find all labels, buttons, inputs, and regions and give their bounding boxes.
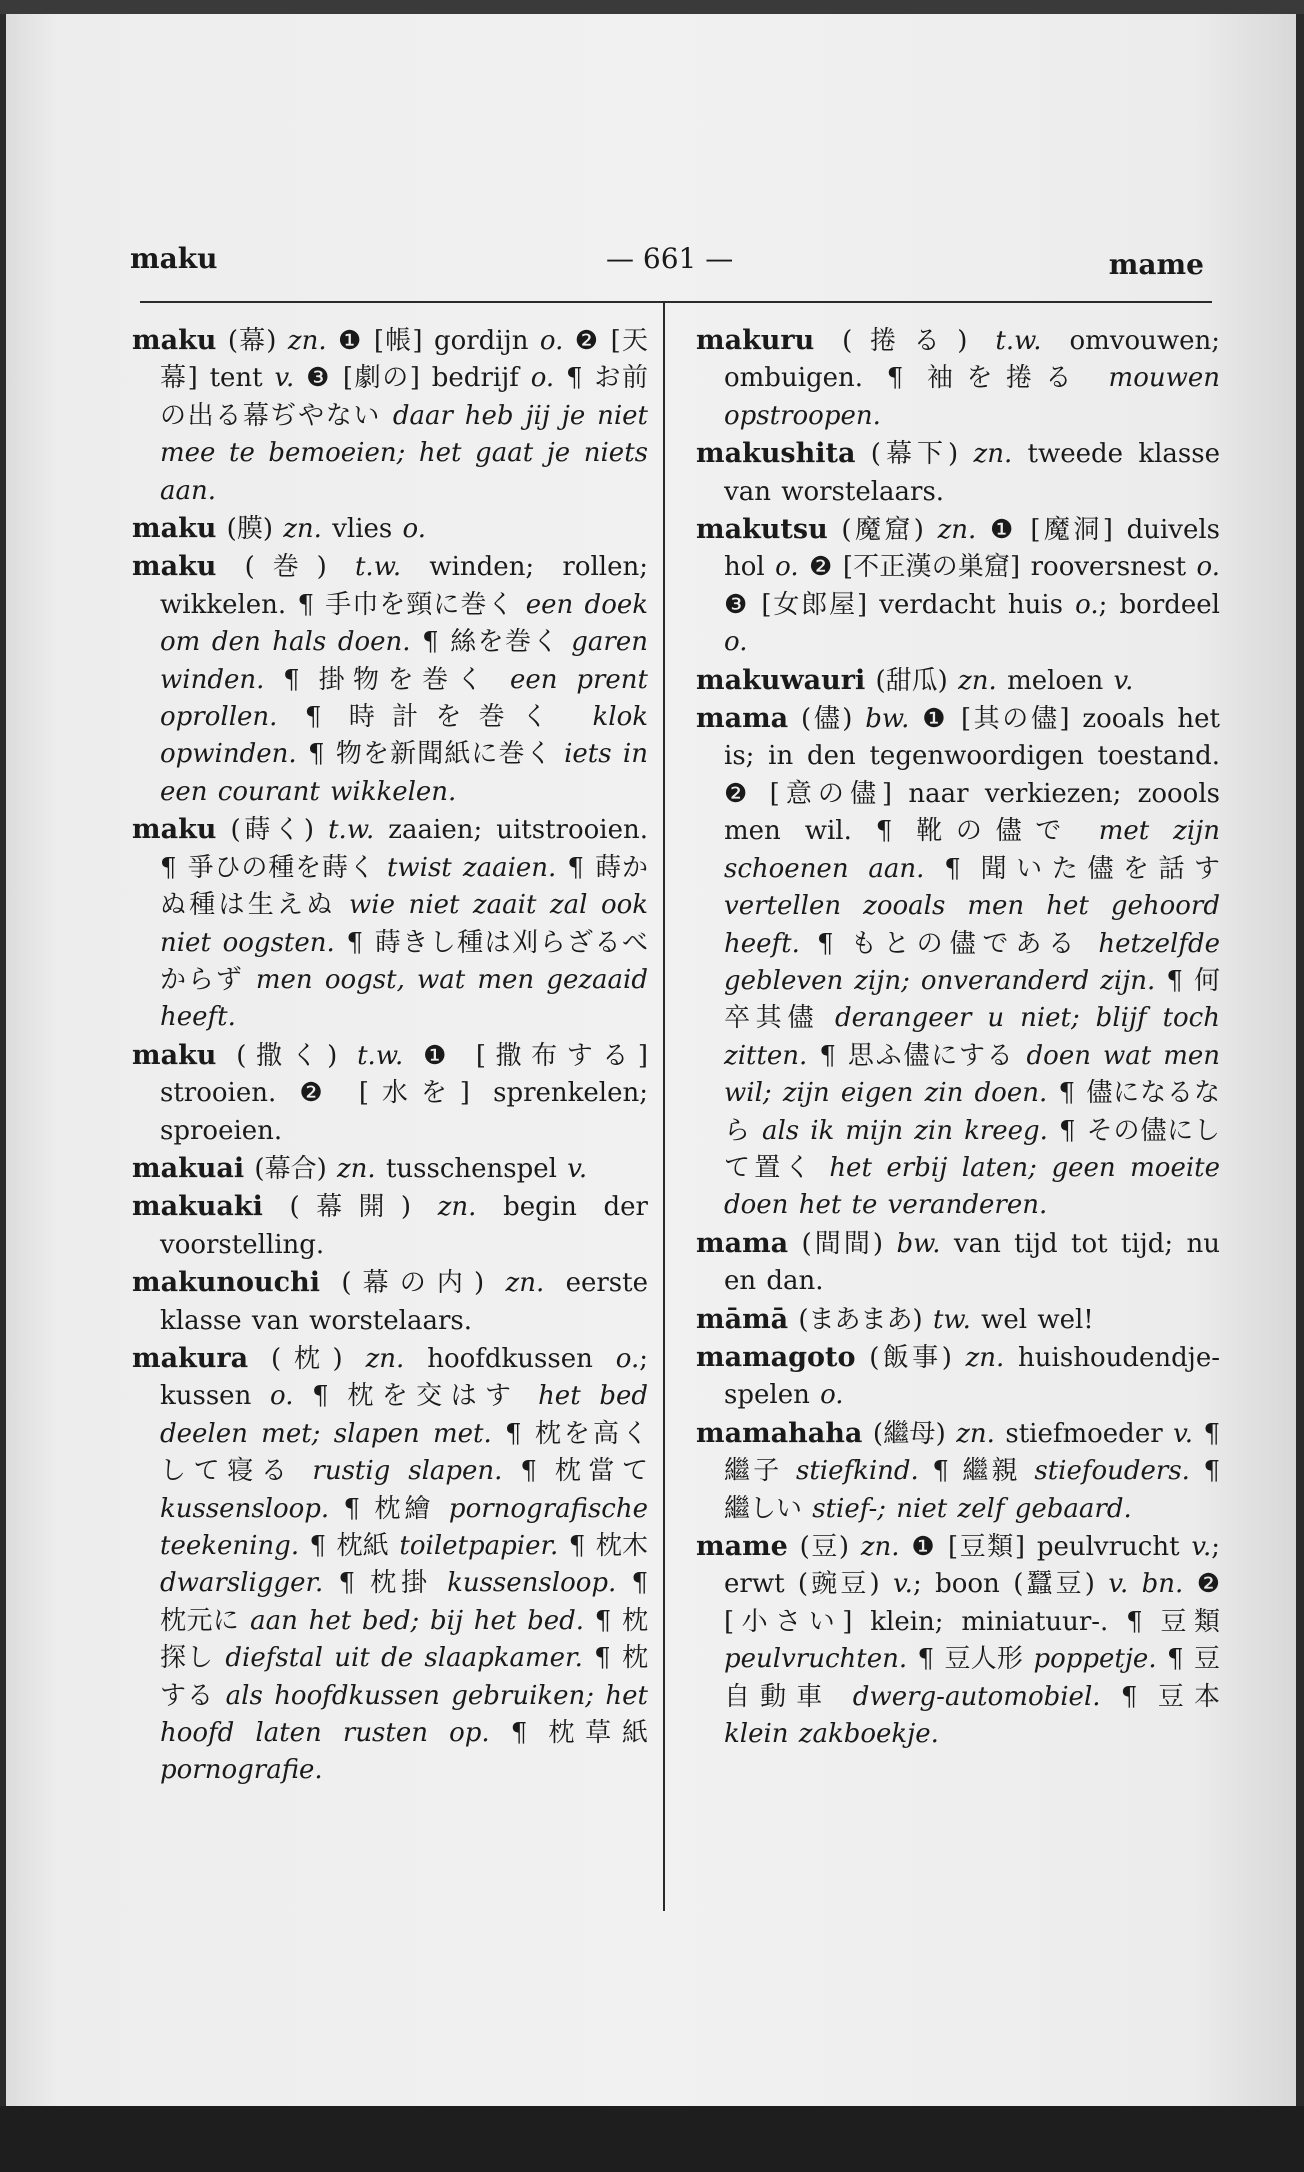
italic-text: iets in een courant wikkelen. (160, 739, 648, 807)
definition-text: (まあまあ) (788, 1304, 933, 1335)
definition-text: van tijd tot tijd; nu en dan. (724, 1228, 1220, 1297)
definition-text: ¶ 儘になるなら (724, 1078, 1220, 1146)
italic-text: t.w. (354, 552, 402, 583)
dictionary-entry (696, 435, 1220, 511)
definition-text: ¶ 掛物を巻く (264, 664, 511, 695)
dictionary-entry (696, 1225, 1220, 1301)
dictionary-page (6, 14, 1296, 2106)
definition-text: ¶ 豆本 (1100, 1681, 1220, 1712)
headword: makunouchi (132, 1267, 320, 1299)
definition-text: huishoudendje-spelen (724, 1342, 1220, 1411)
italic-text: rustig slapen. (312, 1456, 503, 1487)
page-header (6, 242, 1296, 292)
headword: māmā (696, 1303, 789, 1335)
italic-text: stiefouders. (1034, 1456, 1190, 1487)
column-divider (663, 301, 665, 1911)
definition-text: (巻) (216, 552, 355, 583)
definition-text: (枕) (248, 1343, 366, 1374)
definition-text: ¶ もとの儘である (799, 928, 1099, 959)
italic-text: doen wat men wil; zijn eigen zin doen. (724, 1040, 1220, 1109)
italic-text: als hoofdkussen gebruiken; het hoofd laten rusten op. (160, 1680, 648, 1749)
definition-text: ; kussen (160, 1343, 648, 1412)
definition-text: (幕合) (244, 1153, 337, 1184)
italic-text: poppetje. (1033, 1644, 1157, 1675)
italic-text: stiefkind. (795, 1456, 919, 1487)
left-column (132, 322, 648, 1790)
definition-text: ❷ [不正漢の巣窟] rooversnest (798, 552, 1197, 583)
headword: maku (132, 551, 217, 583)
dictionary-entry (132, 1188, 648, 1264)
definition-text: ¶ 豆自動車 (724, 1644, 1220, 1712)
italic-text: dwerg-automobiel. (852, 1681, 1101, 1712)
italic-text: met zijn schoenen aan. (724, 816, 1220, 884)
definition-text: ¶ 枕當て (502, 1456, 648, 1487)
headword: mamahaha (696, 1417, 863, 1449)
definition-text: ❶ [其の儘] zooals het is; in den tegenwoordigen toestand. ❷ [意の儘] naar verkiezen; zoools men wil. ¶ 靴の儘で (724, 704, 1220, 847)
definition-text: ¶ 豆人形 (907, 1644, 1034, 1675)
definition-text: (膜) (216, 514, 284, 545)
definition-text: ¶ 枕元に (160, 1568, 648, 1636)
definition-text: ¶ 繼子 (724, 1418, 1220, 1487)
scan-bottom-edge (0, 2106, 1304, 2172)
italic-text: zn. (287, 326, 327, 356)
definition-text: ¶ 物を新聞紙に巻く (296, 739, 565, 770)
definition-text: ¶ その儘にして置く (724, 1115, 1221, 1183)
italic-text: garen winden. (160, 627, 648, 695)
definition-text: ¶ お前の出る幕ぢやない (160, 363, 649, 431)
definition-text: ¶ 絲を巻く (410, 627, 572, 658)
italic-text: v. (1113, 665, 1134, 696)
definition-text: (繼母) (862, 1418, 957, 1449)
definition-text: ¶ 枕繪 (329, 1493, 449, 1524)
headword: makuwauri (696, 664, 866, 696)
definition-text: (豆) (787, 1532, 861, 1562)
italic-text: klok opwinden. (160, 702, 648, 770)
italic-text: o. (820, 1380, 844, 1411)
dictionary-entry (132, 322, 648, 510)
definition-text: (魔窟) (827, 515, 938, 546)
dictionary-entry (132, 1037, 648, 1150)
italic-text: zn. (365, 1343, 405, 1374)
italic-text: zn. (965, 1342, 1005, 1373)
headword: makushita (696, 438, 856, 470)
italic-text: men oogst, wat men gezaaid heeft. (160, 964, 649, 1033)
dictionary-entry (696, 662, 1220, 700)
headword: maku (132, 325, 217, 356)
dictionary-entry (132, 548, 648, 811)
italic-text: v. (1173, 1418, 1193, 1449)
definition-text: (幕開) (262, 1192, 438, 1223)
headword: makutsu (696, 514, 828, 546)
dictionary-entry (696, 1301, 1220, 1339)
italic-text: zn. (956, 1418, 995, 1449)
italic-text: tw. (932, 1304, 971, 1335)
italic-text: o. (724, 627, 748, 658)
definition-text: zaaien; uitstrooien. ¶ 爭ひの種を蒔く (160, 815, 648, 883)
definition-text: (儘) (788, 704, 866, 735)
dictionary-entry (696, 1528, 1220, 1753)
definition-text: wel wel! (970, 1304, 1094, 1335)
dictionary-entry (696, 322, 1220, 435)
dictionary-entry (696, 511, 1220, 662)
definition-text: ; bordeel (1098, 589, 1220, 620)
definition-text: begin der voorstelling. (160, 1192, 648, 1260)
definition-text: vlies (321, 514, 403, 545)
headword: makuai (132, 1152, 245, 1184)
definition-text: ❶ [魔洞] duivels hol (724, 515, 1221, 583)
italic-text: het bed deelen met; slapen met. (160, 1381, 648, 1449)
definition-text: ¶ 何卒其儘 (724, 965, 1221, 1034)
headword: makura (132, 1342, 249, 1374)
definition-text: ¶ 聞いた儘を話す (924, 853, 1221, 884)
definition-text: tweede klasse van worstelaars. (724, 439, 1220, 507)
definition-text: (甜瓜) (865, 665, 959, 696)
dictionary-entry (132, 510, 648, 548)
definition-text: ¶ 枕掛 (323, 1568, 448, 1599)
definition-text: winden; rollen; wikkelen. ¶ 手巾を頸に巻く (160, 552, 648, 620)
dictionary-entry (696, 1339, 1220, 1415)
header-rule (140, 301, 1212, 303)
right-column (696, 322, 1220, 1753)
definition-text: ❸ [女郎屋] verdacht huis (724, 589, 1076, 620)
italic-text: o. (615, 1343, 640, 1374)
definition-text: ¶ 枕草紙 (489, 1718, 648, 1749)
headword: makuaki (132, 1191, 263, 1223)
definition-text: (幕) (216, 326, 288, 356)
dictionary-entry (132, 1264, 648, 1340)
definition-text: eerste klasse van worstelaars. (160, 1268, 648, 1336)
dictionary-entry (696, 1415, 1220, 1528)
definition-text: ❷ [天幕] tent (160, 326, 648, 394)
definition-text: ❸ [劇の] bedrijf (294, 363, 531, 394)
left-guideword: maku (130, 242, 218, 275)
definition-text: (幕下) (855, 439, 974, 470)
italic-text: zn. (283, 514, 322, 545)
italic-text: o. (539, 326, 564, 356)
definition-text: (撒く) (216, 1040, 358, 1071)
definition-text: ❶ [帳] gordijn (326, 326, 540, 356)
italic-text: een prent oprollen. (160, 664, 648, 733)
headword: maku (132, 513, 217, 545)
italic-text: pornografie. (160, 1755, 323, 1786)
italic-text: o. (530, 363, 555, 394)
italic-text: klein zakboekje. (724, 1719, 939, 1750)
italic-text: v. bn. (1108, 1569, 1184, 1600)
italic-text: kussensloop. (160, 1493, 330, 1524)
definition-text: ¶ 蒔きし種は刈らざるべからず (160, 927, 648, 995)
definition-text: tusschenspel (375, 1153, 568, 1184)
italic-text: o. (270, 1381, 294, 1412)
dictionary-entry (132, 811, 648, 1036)
definition-text: (幕の内) (320, 1268, 506, 1299)
italic-text: diefstal uit de slaapkamer. (225, 1643, 583, 1674)
italic-text: o. (775, 552, 799, 583)
italic-text: bw. (896, 1228, 941, 1259)
definition-text: (飯事) (855, 1342, 966, 1373)
definition-text: ¶ 繼しい (724, 1456, 1220, 1524)
definition-text: ❶ [撒布する] strooien. ❷ [水を] sprenkelen; sproeien. (160, 1040, 648, 1146)
definition-text: ¶ 繼親 (918, 1456, 1035, 1487)
definition-text: (間間) (788, 1228, 897, 1259)
headword: mama (696, 703, 789, 735)
definition-text: ¶ 枕紙 (299, 1531, 400, 1561)
headword: makuru (696, 325, 815, 356)
italic-text: v. (567, 1153, 588, 1184)
italic-text: vertellen zooals men het gehoord heeft. (724, 891, 1220, 959)
headword: maku (132, 1039, 217, 1071)
italic-text: zn. (505, 1268, 545, 1299)
italic-text: wie niet zaait zal ook niet oogsten. (160, 890, 649, 958)
definition-text: stiefmoeder (994, 1418, 1174, 1449)
italic-text: toiletpapier. (399, 1531, 559, 1561)
definition-text: ¶ 枕する (160, 1643, 649, 1711)
page-number: — 661 — (606, 242, 734, 275)
italic-text: t.w. (357, 1040, 404, 1071)
italic-text: hetzelfde gebleven zijn; onveranderd zijn. (724, 928, 1220, 996)
italic-text: peulvruchten. (724, 1644, 908, 1675)
italic-text: zn. (860, 1532, 900, 1562)
definition-text: ¶ 枕を高くして寝る (160, 1418, 648, 1487)
italic-text: o. (402, 514, 426, 545)
definition-text: ¶ 枕探し (160, 1605, 649, 1674)
definition-text: ¶ 時計を巻く (277, 702, 593, 733)
italic-text: t.w. (995, 326, 1042, 356)
dictionary-entry (132, 1340, 648, 1790)
definition-text: omvouwen; ombuigen. ¶ 袖を捲る (724, 326, 1220, 394)
definition-text: ❷ [小さい] klein; miniatuur-. ¶ 豆類 (724, 1569, 1220, 1637)
italic-text: het erbij laten; geen moeite doen het te veranderen. (724, 1152, 1220, 1221)
italic-text: zn. (437, 1192, 477, 1223)
dictionary-entry (132, 1150, 648, 1188)
italic-text: aan het bed; bij het bed. (250, 1605, 585, 1636)
definition-text: hoofdkussen (404, 1343, 616, 1374)
italic-text: een doek om den hals doen. (160, 589, 648, 658)
definition-text: ¶ 枕を交はす (293, 1381, 539, 1412)
italic-text: twist zaaien. (386, 852, 557, 883)
italic-text: zn. (973, 439, 1013, 470)
headword: mame (696, 1531, 788, 1562)
italic-text: stief-; niet zelf gebaard. (812, 1493, 1132, 1524)
italic-text: o. (1075, 589, 1099, 620)
definition-text: ¶ 蒔かぬ種は生えぬ (160, 852, 648, 921)
italic-text: derangeer u niet; blijf toch zitten. (724, 1003, 1220, 1071)
headword: mamagoto (696, 1341, 856, 1373)
definition-text: meloen (996, 665, 1114, 696)
definition-text: ¶ 枕木 (558, 1531, 648, 1561)
italic-text: pornografische teekening. (160, 1493, 648, 1561)
italic-text: als ik mijn zin kreeg. (761, 1115, 1048, 1146)
italic-text: v. (1191, 1532, 1212, 1562)
right-guideword: mame (1108, 248, 1204, 281)
definition-text: (捲る) (814, 326, 996, 356)
italic-text: daar heb jij je niet mee te bemoeien; het gaat je niets aan. (160, 400, 648, 506)
headword: mama (696, 1227, 789, 1259)
italic-text: o. (1196, 552, 1220, 583)
italic-text: t.w. (328, 815, 375, 846)
italic-text: dwarsligger. (160, 1568, 324, 1599)
italic-text: zn. (336, 1153, 376, 1184)
italic-text: zn. (958, 665, 997, 696)
italic-text: v. (274, 363, 295, 394)
italic-text: v. (893, 1569, 913, 1600)
italic-text: zn. (937, 515, 977, 546)
definition-text: ¶ 思ふ儘にする (807, 1040, 1027, 1071)
italic-text: kussensloop. (447, 1568, 617, 1599)
headword: maku (132, 814, 217, 846)
scan-top-edge (0, 0, 1304, 14)
definition-text: ; boon (蠶豆) (912, 1569, 1109, 1600)
italic-text: bw. (865, 704, 910, 735)
dictionary-entry (696, 700, 1220, 1225)
definition-text: ❶ [豆類] peulvrucht (899, 1532, 1192, 1562)
definition-text: ; erwt (豌豆) (724, 1532, 1220, 1600)
italic-text: mouwen opstroopen. (724, 363, 1220, 431)
definition-text: (蒔く) (216, 815, 329, 846)
